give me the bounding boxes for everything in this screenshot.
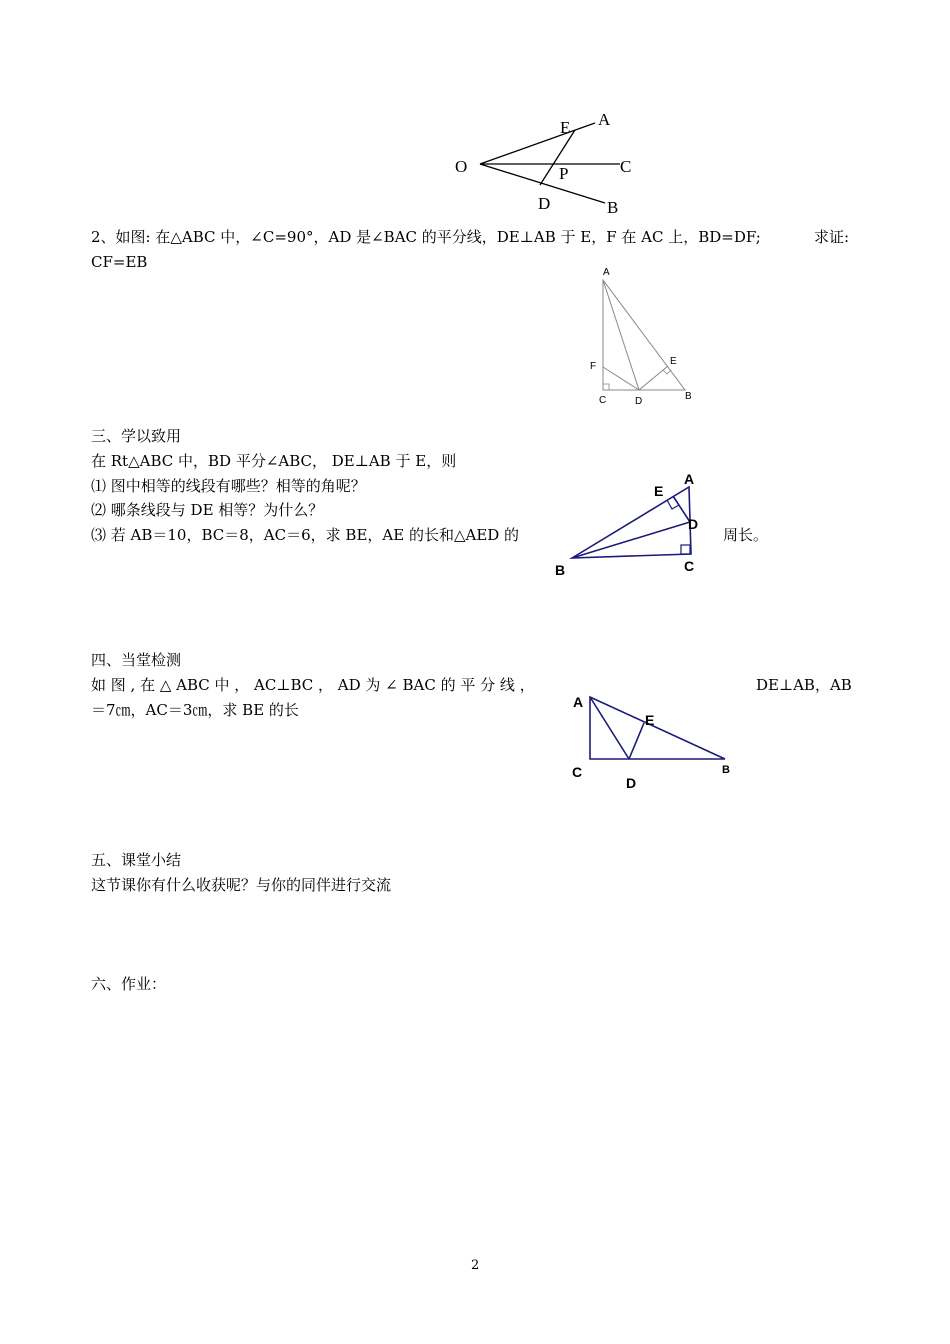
problem2-line2: CF=EB (91, 253, 148, 271)
label-c: C (599, 395, 607, 406)
section5-heading: 五、课堂小结 (91, 851, 182, 869)
segment-de (639, 366, 668, 390)
label-f: F (590, 361, 597, 372)
segment-bd (572, 522, 690, 558)
section3-q2: ⑵ 哪条线段与 DE 相等？为什么？ (91, 501, 324, 519)
figure-right-triangle-3 (545, 465, 720, 580)
figure-right-triangle-4 (565, 685, 745, 795)
section4-heading: 四、当堂检测 (91, 651, 182, 669)
label-e: E (670, 356, 677, 367)
label-e: E (645, 712, 655, 728)
section4-line1: 如 图 , 在 △ ABC 中 ， AC⊥BC ， AD 为 ∠ BAC 的 平 分 线 ， (91, 676, 535, 694)
label-c: C (684, 558, 695, 574)
problem2-line1: 2、如图: 在△ABC 中，∠C=90°，AD 是∠BAC 的平分线，DE⊥AB 于 E，F 在 AC 上，BD=DF; (91, 228, 761, 246)
segment-de (629, 723, 644, 759)
label-d: D (538, 194, 551, 213)
segment-ed (540, 130, 575, 185)
label-b: B (685, 391, 692, 402)
label-a: A (684, 471, 695, 487)
label-a: A (598, 110, 611, 129)
label-a: A (603, 267, 610, 278)
triangle-abc (603, 280, 685, 390)
label-b: B (607, 198, 619, 217)
ray-oa (480, 123, 595, 164)
right-angle-c (603, 384, 609, 390)
section4-line2: ＝7㎝，AC＝3㎝，求 BE 的长 (91, 701, 299, 719)
section3-heading: 三、学以致用 (91, 427, 182, 445)
figure-right-triangle-2 (585, 262, 700, 412)
label-c: C (620, 157, 632, 176)
figure-angle-bisector (440, 100, 660, 225)
section3-q1: ⑴ 图中相等的线段有哪些？相等的角呢？ (91, 477, 366, 495)
label-e: E (560, 118, 571, 137)
label-c: C (572, 764, 583, 780)
section3-intro: 在 Rt△ABC 中，BD 平分∠ABC， DE⊥AB 于 E，则 (91, 452, 457, 470)
label-b: B (722, 764, 730, 776)
label-d: D (635, 396, 643, 407)
section4-line1-end: DE⊥AB，AB (756, 676, 852, 694)
section5-text: 这节课你有什么收获呢？与你的同伴进行交流 (91, 876, 392, 894)
segment-ad (603, 280, 639, 390)
segment-fd (603, 367, 639, 390)
label-d: D (626, 775, 637, 791)
label-e: E (654, 483, 664, 499)
label-d: D (688, 516, 699, 532)
section3-q3: ⑶ 若 AB＝10，BC＝8，AC＝6，求 BE，AE 的长和△AED 的 (91, 526, 520, 544)
right-angle-e (663, 370, 671, 374)
section6-heading: 六、作业： (91, 975, 167, 993)
page-number: 2 (471, 1258, 480, 1273)
problem2-prove: 求证: (814, 228, 850, 246)
label-o: O (455, 157, 468, 176)
label-a: A (573, 694, 584, 710)
section3-q3-end: 周长。 (723, 526, 769, 544)
label-b: B (555, 562, 566, 578)
label-p: P (559, 164, 569, 183)
right-angle-c (681, 545, 690, 554)
